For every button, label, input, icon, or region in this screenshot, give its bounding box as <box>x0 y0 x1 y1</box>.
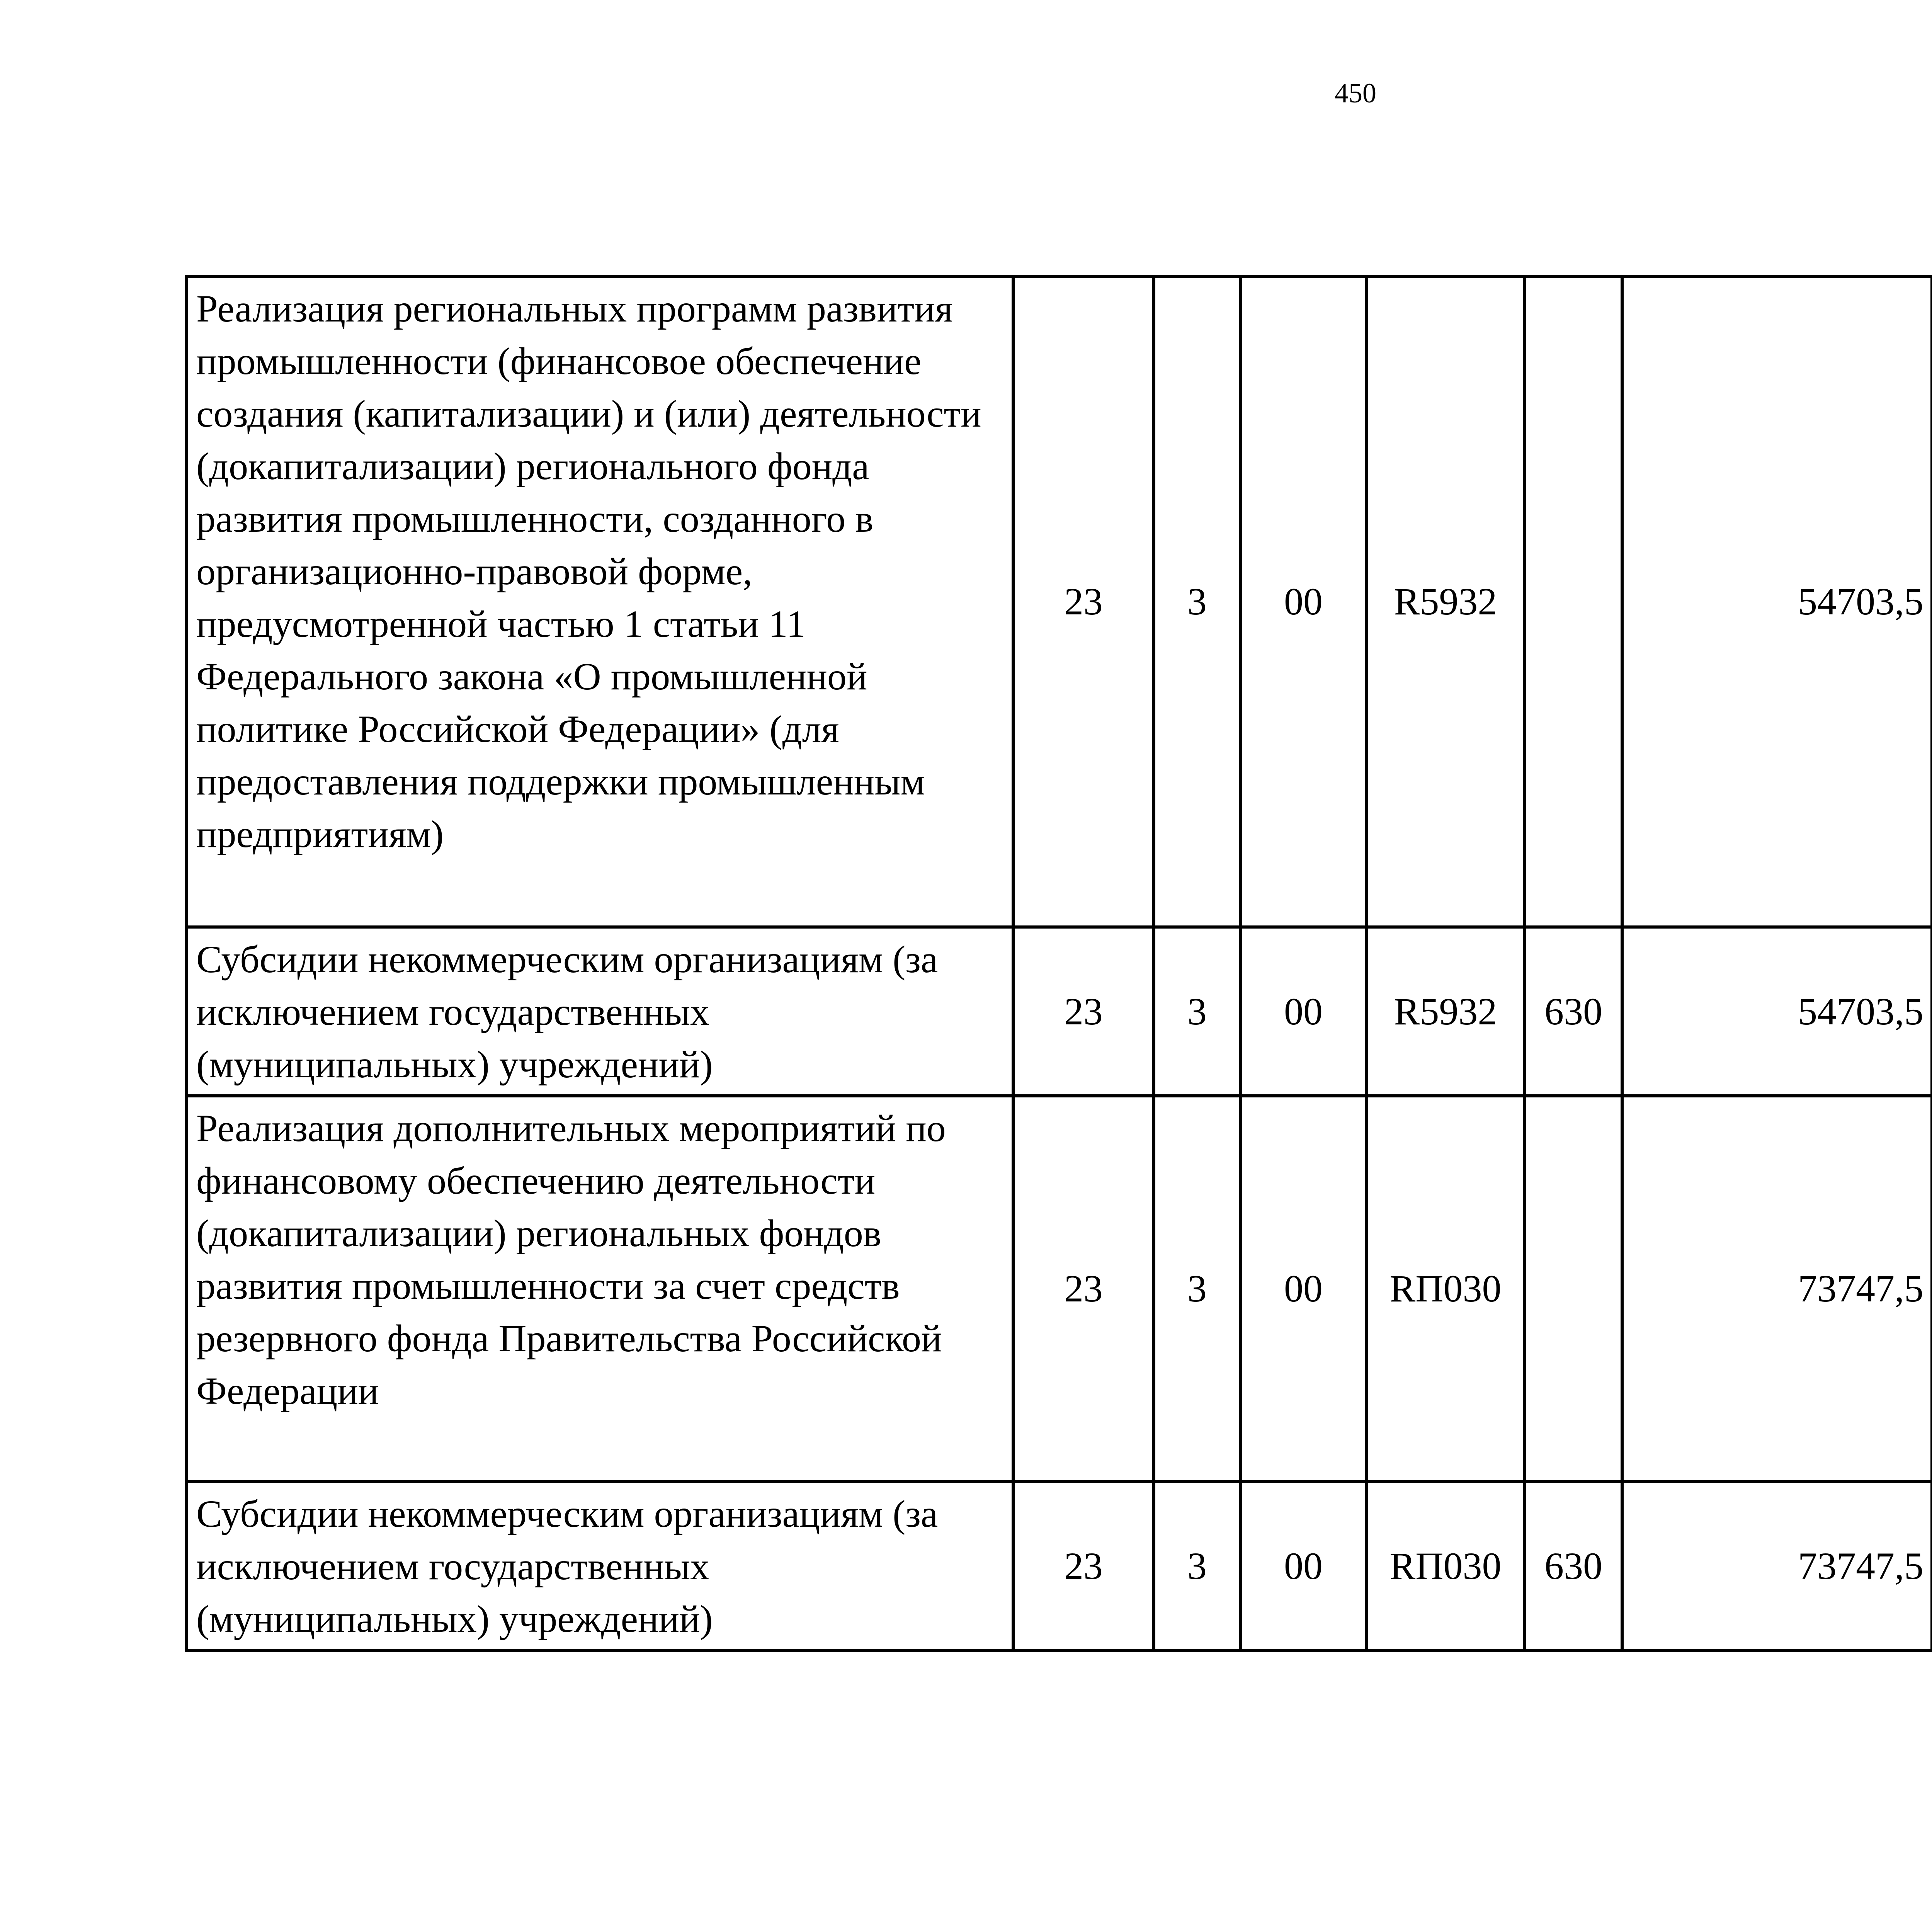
table-row <box>186 927 1932 1096</box>
expense-type-code <box>1525 276 1622 927</box>
amount-cell: 73747,5 <box>1622 1096 1932 1482</box>
subprogram-code: 3 <box>1154 276 1240 927</box>
expense-type-code <box>1525 1096 1622 1482</box>
program-code: 23 <box>1013 927 1154 1096</box>
amount-cell: 73747,5 <box>1622 1482 1932 1650</box>
amount-cell: 54703,5 <box>1622 927 1932 1096</box>
main-event-code: 00 <box>1240 1482 1366 1650</box>
page-number: 450 <box>1335 78 1376 109</box>
expense-type-code: 630 <box>1525 1482 1622 1650</box>
row-description: Субсидии некоммерческим организациям (за исключением государственных (муниципальных) учреждений) <box>186 927 1013 1096</box>
budget-table <box>185 275 1932 1652</box>
main-event-code: 00 <box>1240 276 1366 927</box>
program-code: 23 <box>1013 276 1154 927</box>
direction-code: RП030 <box>1366 1482 1525 1650</box>
program-code: 23 <box>1013 1096 1154 1482</box>
direction-code: RП030 <box>1366 1096 1525 1482</box>
direction-code: R5932 <box>1366 276 1525 927</box>
direction-code: R5932 <box>1366 927 1525 1096</box>
program-code: 23 <box>1013 1482 1154 1650</box>
table-row <box>186 1096 1932 1482</box>
subprogram-code: 3 <box>1154 1482 1240 1650</box>
subprogram-code: 3 <box>1154 927 1240 1096</box>
expense-type-code: 630 <box>1525 927 1622 1096</box>
table-row <box>186 1482 1932 1650</box>
amount-cell: 54703,5 <box>1622 276 1932 927</box>
main-event-code: 00 <box>1240 927 1366 1096</box>
subprogram-code: 3 <box>1154 1096 1240 1482</box>
row-description: Реализация дополнительных мероприятий по финансовому обеспечению деятельности (докапитализации) региональных фондов развития промышленности за счет средств резервного фонда Правительства Российской Федерации <box>186 1096 1013 1482</box>
row-description: Субсидии некоммерческим организациям (за исключением государственных (муниципальных) учреждений) <box>186 1482 1013 1650</box>
table-row <box>186 276 1932 927</box>
main-event-code: 00 <box>1240 1096 1366 1482</box>
row-description: Реализация региональных программ развития промышленности (финансовое обеспечение создания (капитализации) и (или) деятельности (докапитализации) регионального фонда развития промышленности, созданного в организационно-правовой форме, предусмотренной частью 1 статьи 11 Федерального закона «О промышленной политике Российской Федерации» (для предоставления поддержки промышленным предприятиям) <box>186 276 1013 927</box>
